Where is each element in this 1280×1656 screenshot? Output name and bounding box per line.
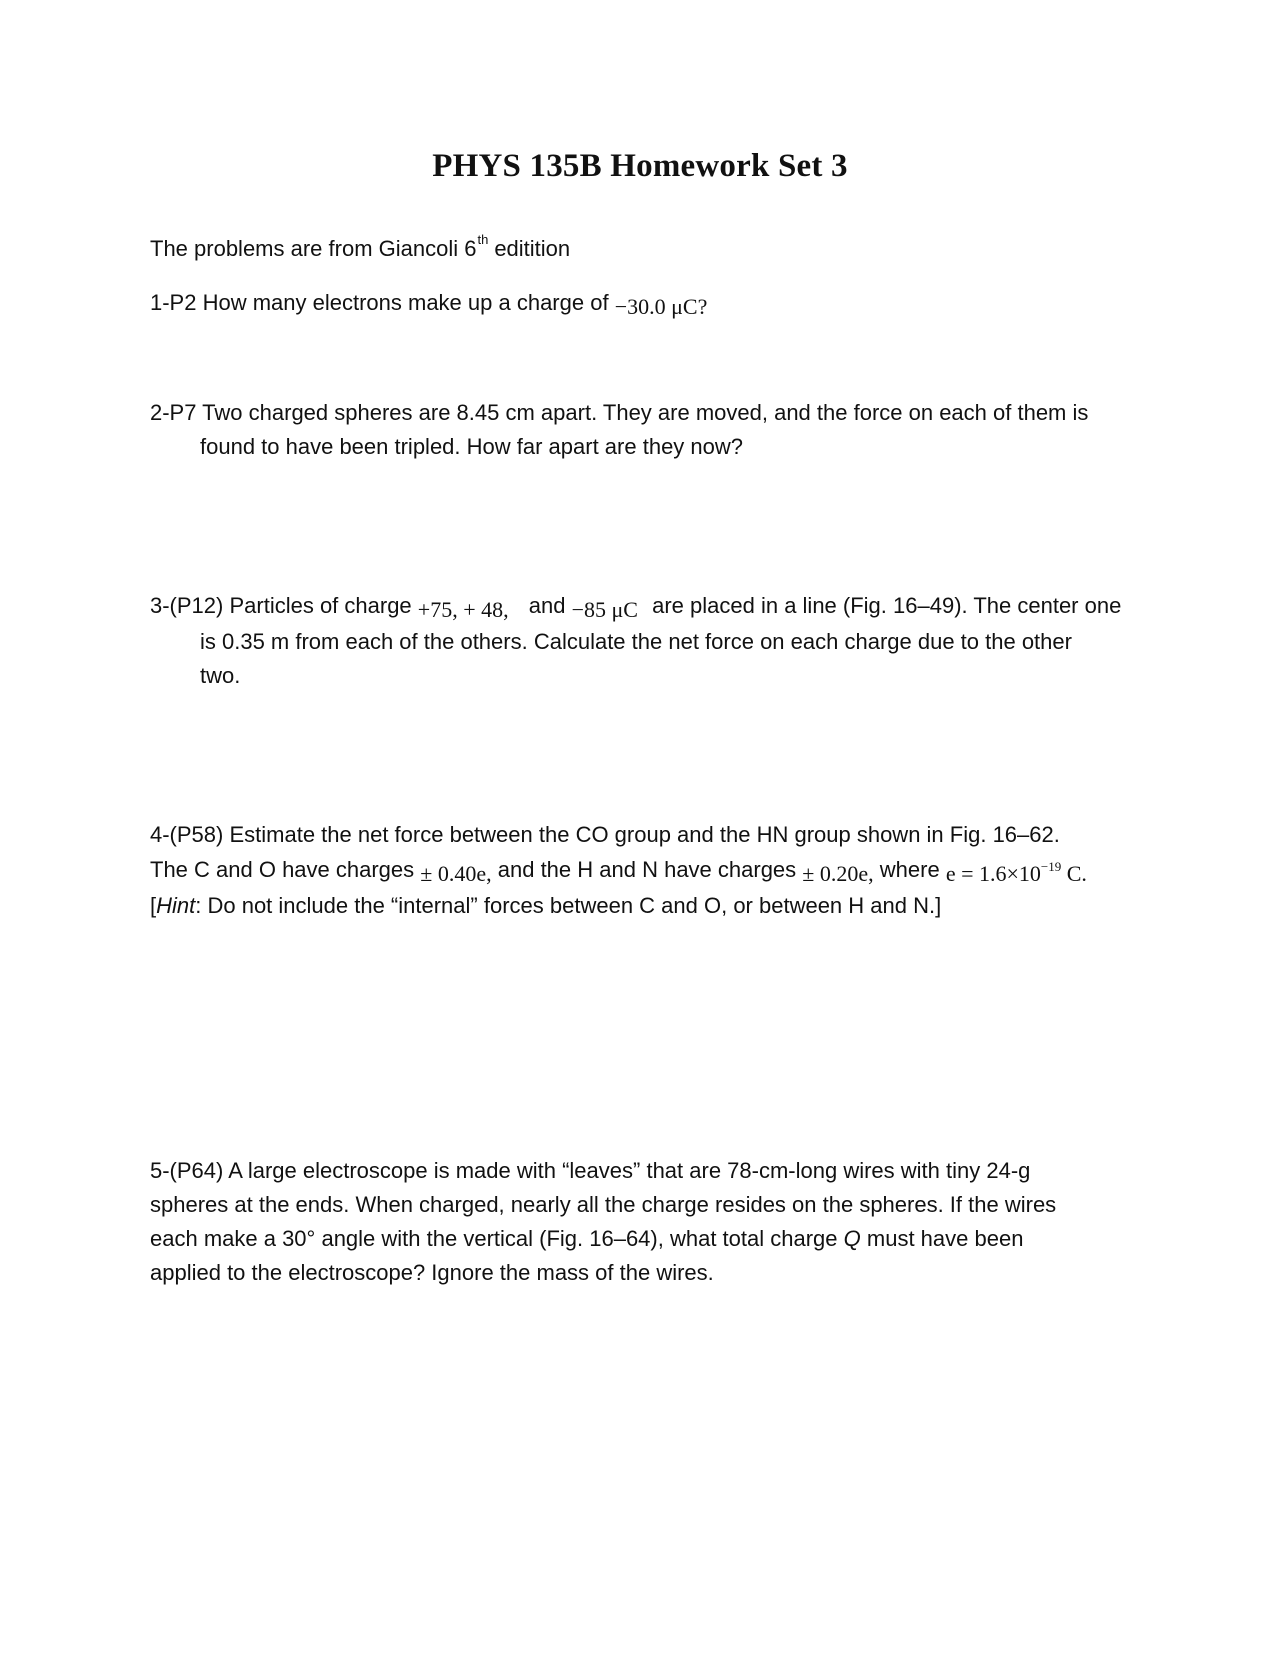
problem-3-text-1: 3-(P12) Particles of charge — [150, 593, 412, 618]
problem-4-math-2: ± 0.20e, — [802, 861, 874, 886]
problem-2-line-1: 2-P7 Two charged spheres are 8.45 cm apart. They are moved, and the force on each of them is — [150, 400, 1089, 425]
problem-4-hint-rest: : Do not include the “internal” forces between C and O, or between H and N.] — [195, 893, 942, 918]
problem-3-math-1: +75, + 48, — [417, 597, 509, 622]
problem-4-line-2 — [150, 852, 1087, 890]
page-title: PHYS 135B Homework Set 3 — [432, 148, 848, 184]
intro-text-after: editition — [494, 236, 571, 261]
problem-1-text: 1-P2 How many electrons make up a charge of — [150, 290, 609, 315]
problem-4-text-1: The C and O have charges — [150, 857, 415, 882]
problem-3-line-2: is 0.35 m from each of the others. Calculate the net force on each charge due to the other — [200, 629, 1072, 654]
problem-5-line-4: applied to the electroscope? Ignore the mass of the wires. — [150, 1260, 714, 1285]
problem-4-math-3-base: e = 1.6×10 — [945, 861, 1041, 886]
problem-4-text-3: where — [879, 857, 940, 882]
problem-5-line-2: spheres at the ends. When charged, nearly all the charge resides on the spheres. If the wires — [150, 1192, 1057, 1217]
problem-5-line-3-after: must have been — [866, 1226, 1024, 1251]
problem-3-math-2: −85 μC — [571, 597, 638, 622]
problem-3-line-1 — [150, 588, 1121, 623]
problem-4-hint-open: [ — [150, 893, 157, 918]
intro-text: The problems are from Giancoli 6 — [150, 236, 477, 261]
intro-superscript: th — [477, 232, 489, 247]
problem-3-text-3: are placed in a line (Fig. 16–49). The center one — [652, 593, 1122, 618]
problem-5-line-3 — [150, 1221, 1023, 1256]
problem-4-math-3 — [946, 861, 1087, 886]
problem-5-line-1: 5-(P64) A large electroscope is made with “leaves” that are 78-cm-long wires with tiny 24-g — [150, 1158, 1031, 1183]
problem-4-hint — [150, 888, 941, 923]
problem-4-text-2: and the H and N have charges — [497, 857, 797, 882]
problem-5-variable-q: Q — [843, 1226, 861, 1251]
problem-1-math: −30.0 μC? — [614, 294, 708, 319]
intro-line — [150, 231, 570, 269]
problem-4-math-1: ± 0.40e, — [420, 861, 492, 886]
problem-5-line-3-before: each make a 30° angle with the vertical (Fig. 16–64), what total charge — [150, 1226, 838, 1251]
problem-4-math-3-unit: C. — [1066, 861, 1087, 886]
problem-4-hint-word: Hint — [156, 893, 196, 918]
problem-4-math-3-exponent: −19 — [1040, 859, 1062, 874]
problem-1 — [150, 285, 707, 320]
problem-2-line-2: found to have been tripled. How far apart are they now? — [200, 434, 744, 459]
problem-4-line-1: 4-(P58) Estimate the net force between the CO group and the HN group shown in Fig. 16–62. — [150, 822, 1060, 847]
problem-3-line-3: two. — [200, 663, 241, 688]
problem-3-text-2: and — [528, 593, 566, 618]
